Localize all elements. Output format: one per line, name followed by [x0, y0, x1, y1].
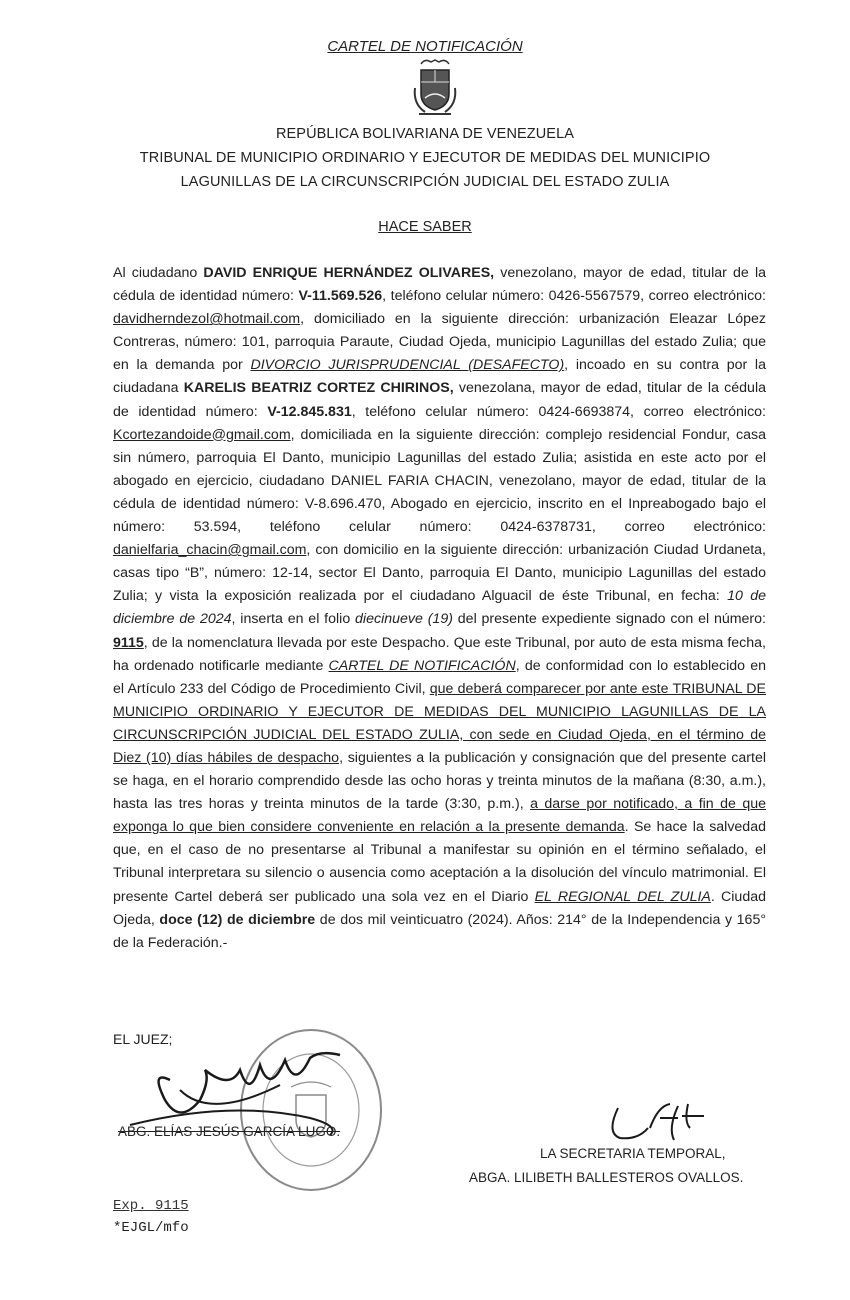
case-number: 9115 — [113, 634, 144, 651]
cartel-notice: CARTEL DE NOTIFICACIÓN — [328, 657, 516, 674]
folio-number: diecinueve (19) — [355, 611, 453, 628]
judge-label: EL JUEZ; — [113, 1031, 173, 1047]
newspaper-name: EL REGIONAL DEL ZULIA — [534, 888, 711, 905]
defendant-id: V-11.569.526 — [298, 288, 383, 305]
case-type: DIVORCIO JURISPRUDENCIAL (DESAFECTO) — [250, 357, 565, 374]
plaintiff-email: Kcortezandoide@gmail.com — [113, 426, 291, 443]
coat-of-arms-icon — [411, 58, 459, 120]
lawyer-email: danielfaria_chacin@gmail.com — [113, 542, 307, 559]
document-title: CARTEL DE NOTIFICACIÓN — [327, 38, 523, 55]
defendant-name: DAVID ENRIQUE HERNÁNDEZ OLIVARES, — [203, 265, 495, 281]
secretary-name: ABGA. LILIBETH BALLESTEROS OVALLOS. — [469, 1170, 744, 1185]
reference-initials: *EJGL/mfo — [113, 1220, 189, 1236]
plaintiff-name: KARELIS BEATRIZ CORTEZ CHIRINOS, — [183, 380, 454, 397]
plaintiff-id: V-12.845.831 — [267, 403, 352, 420]
issue-date: doce (12) de diciembre — [159, 911, 316, 928]
notice-body: Al ciudadano DAVID ENRIQUE HERNÁNDEZ OLIVARES, venezolano, mayor de edad, titular de la cédula de identidad número: V-11.569.526, teléfono celular número: 0426-5567579, correo electrónico: davidherndezol@hotmail.com, domiciliado en la siguiente dirección: urbanización Eleazar López Contreras, número: 101, parroquia Paraute, Ciudad Ojeda, municipio Lagunillas del estado Zulia; que en la demanda por DIVORCIO JURISPRUDENCIAL (DESAFECTO), incoado en su contra por la ciudadana KARELIS BEATRIZ CORTEZ CHIRINOS, venezolana, mayor de edad, titular de la cédula de identidad número: V-12.845.831, teléfono celular número: 0424-6693874, correo electrónico: Kcortezandoide@gmail.com, domiciliada en la siguiente dirección: complejo residencial Fondur, casa sin número, parroquia El Danto, municipio Lagunillas del estado Zulia; asistida en este acto por el abogado en ejercicio, ciudadano DANIEL FARIA CHACIN, venezolano, mayor de edad, titular de la cédula de identidad número: V-8.696.470, Abogado en ejercicio, inscrito en el Inpreabogado bajo el número: 53.594, teléfono celular número: 0424-6378731, correo electrónico: danielfaria_chacin@gmail.com, con domicilio en la siguiente dirección: urbanización Ciudad Urdaneta, casas tipo “B”, número: 12-14, sector El Danto, parroquia El Danto, municipio Lagunillas del estado Zulia; y vista la exposición realizada por el ciudadano Alguacil de éste Tribunal, en fecha: 10 de diciembre de 2024, inserta en el folio diecinueve (19) del presente expediente signado con el número: 9115, de la nomenclatura llevada por este Despacho. Que este Tribunal, por auto de esta misma fecha, ha ordenado notificarle mediante CARTEL DE NOTIFICACIÓN, de conformidad con lo establecido en el Artículo 233 del Código de Procedimiento Civil, que deberá comparecer por ante este TRIBUNAL DE MUNICIPIO ORDINARIO Y EJECUTOR DE MEDIDAS DEL MUNICIPIO LAGUNILLAS DE LA CIRCUNSCRIPCIÓN JUDICIAL DEL ESTADO ZULIA, con sede en Ciudad Ojeda, en el término de Diez (10) días hábiles de despacho, siguientes a la publicación y consignación que del presente cartel se haga, en el horario comprendido desde las ocho horas y treinta minutos de la mañana (8:30, a.m.), hasta las tres horas y treinta minutos de la tarde (3:30, p.m.), a darse por notificado, a fin de que exponga lo que bien considere conveniente en relación a la presente demanda. Se hace la salvedad que, en el caso de no presentarse al Tribunal a manifestar su opinión en el término señalado, el Tribunal interpretara su silencio o ausencia como aceptación a la disolución del vínculo matrimonial. El presente Cartel deberá ser publicado una sola vez en el Diario EL REGIONAL DEL ZULIA. Ciudad Ojeda, doce (12) de diciembre de dos mil veinticuatro (2024). Años: 214° de la Independencia y 165° de la Federación.- — [113, 265, 767, 951]
judge-name: ABG. ELÍAS JESÚS GARCÍA LUGO. — [118, 1124, 341, 1139]
case-file-number: Exp. 9115 — [113, 1198, 189, 1214]
secretary-signature — [598, 1098, 708, 1148]
appearance-requirement: que deberá comparecer por ante este TRIBUNAL DE MUNICIPIO ORDINARIO Y EJECUTOR DE MEDIDAS DEL MUNICIPIO LAGUNILLAS DE LA CIRCUNSCRIPCIÓN JUDICIAL DEL ESTADO ZULIA, con sede en Ciudad Ojeda, en el término de Diez (10) días hábiles de despacho — [113, 680, 766, 766]
republic-heading: REPÚBLICA BOLIVARIANA DE VENEZUELA — [275, 126, 575, 142]
court-heading-line1: TRIBUNAL DE MUNICIPIO ORDINARIO Y EJECUTOR DE MEDIDAS DEL MUNICIPIO — [139, 150, 711, 166]
hace-saber-heading: HACE SABER — [378, 219, 472, 235]
notification-purpose: a darse por notificado, a fin de que exponga lo que bien considere conveniente en relación a la presente demanda — [113, 796, 766, 836]
secretary-title: LA SECRETARIA TEMPORAL, — [540, 1146, 726, 1161]
court-heading-line2: LAGUNILLAS DE LA CIRCUNSCRIPCIÓN JUDICIAL DEL ESTADO ZULIA — [180, 174, 670, 190]
bailiff-date: 10 de diciembre de 2024 — [113, 588, 766, 628]
defendant-email: davidherndezol@hotmail.com — [113, 311, 301, 328]
